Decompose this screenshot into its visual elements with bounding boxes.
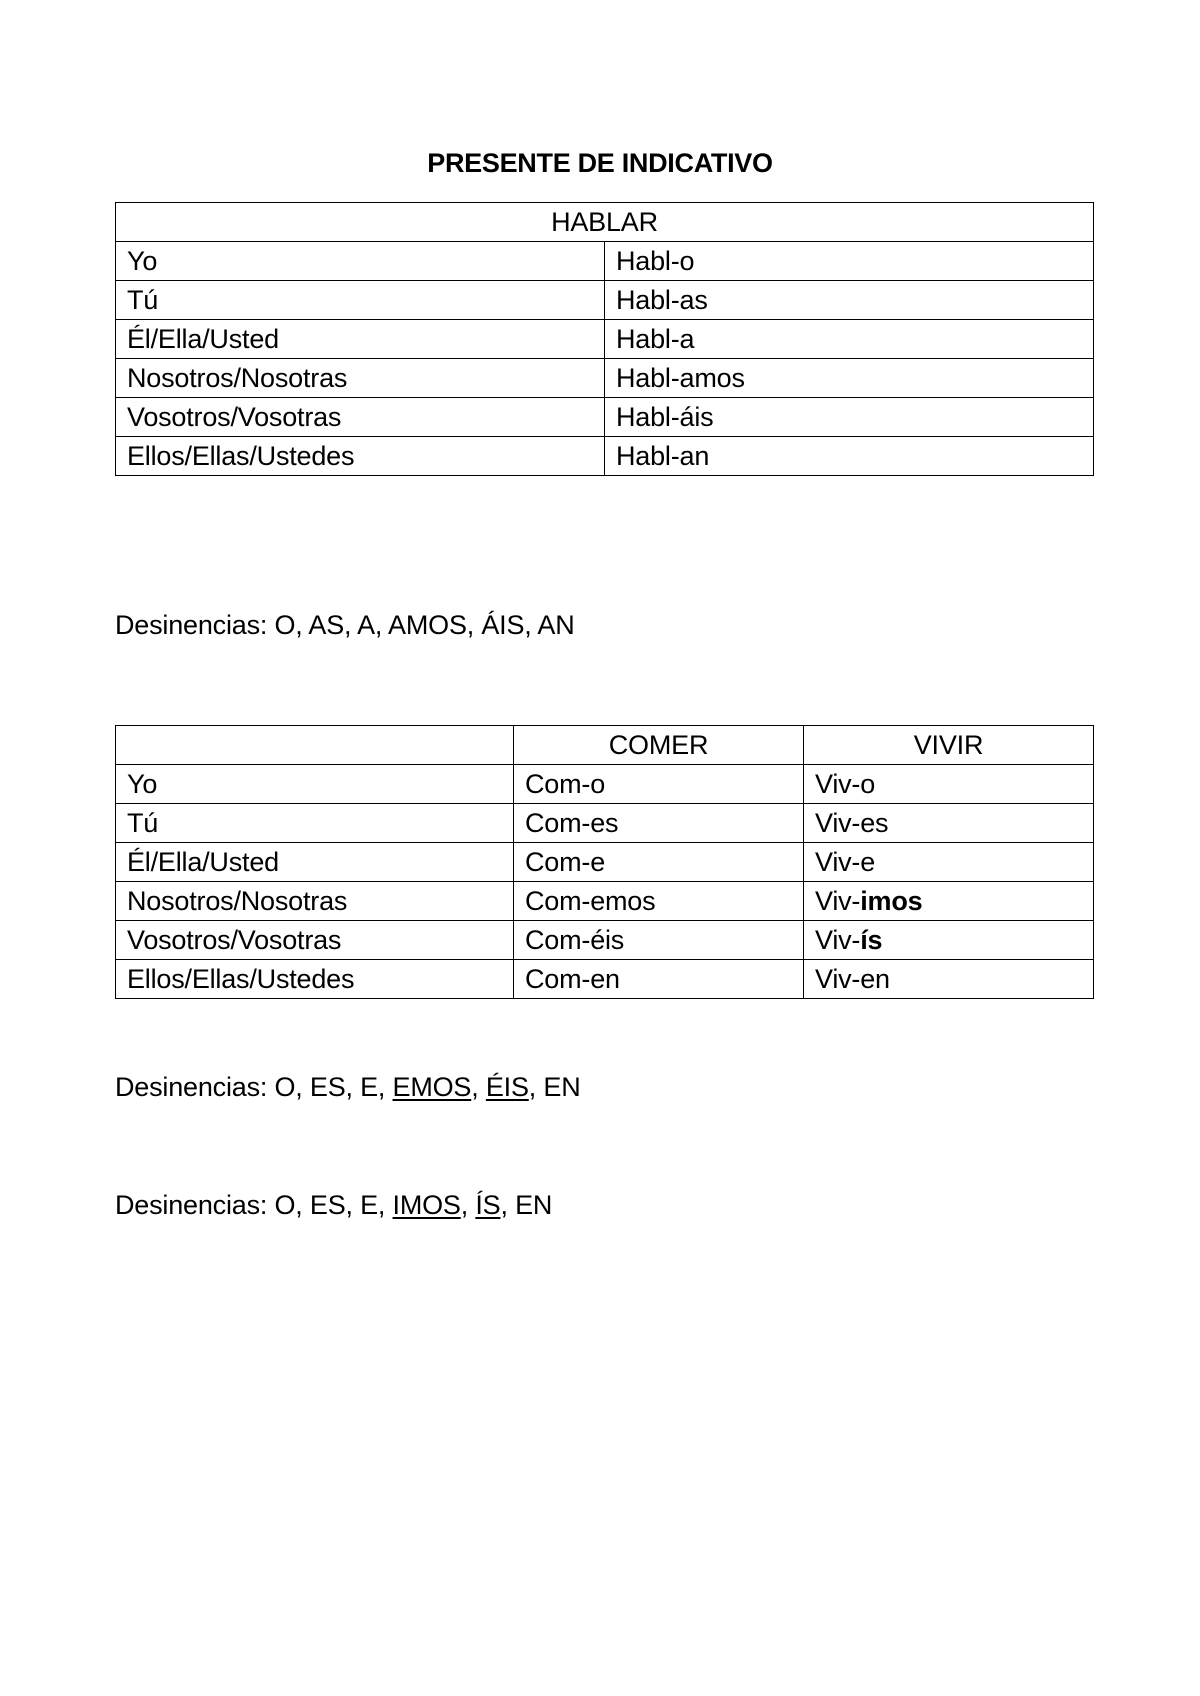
table-row xyxy=(116,281,1094,320)
table-row xyxy=(116,437,1094,476)
comer-header: COMER xyxy=(514,726,804,765)
comer-form-cell: Com-en xyxy=(514,960,804,999)
table-row xyxy=(116,242,1094,281)
table-header-row xyxy=(116,203,1094,242)
underlined-ending: ÉIS xyxy=(485,1072,529,1102)
vivir-ending: es xyxy=(860,807,889,838)
vivir-stem: Viv- xyxy=(815,768,861,799)
comer-form-cell: Com-es xyxy=(514,804,804,843)
pronoun-cell: Tú xyxy=(116,804,514,843)
pronoun-cell: Él/Ella/Usted xyxy=(116,843,514,882)
comer-form-cell: Com-e xyxy=(514,843,804,882)
comer-form-cell: Com-o xyxy=(514,765,804,804)
table-row xyxy=(116,398,1094,437)
pronoun-cell: Nosotros/Nosotras xyxy=(116,359,605,398)
hablar-header: HABLAR xyxy=(116,203,1094,242)
pronoun-cell: Tú xyxy=(116,281,605,320)
pronoun-cell: Él/Ella/Usted xyxy=(116,320,605,359)
pronoun-cell: Yo xyxy=(116,765,514,804)
vivir-ending: e xyxy=(860,846,876,877)
hablar-conjugation-table xyxy=(115,202,1094,476)
pronoun-cell: Ellos/Ellas/Ustedes xyxy=(116,437,605,476)
separator: , xyxy=(460,1190,476,1220)
vivir-stem: Viv- xyxy=(815,963,861,994)
desinencias-ar-paragraph: Desinencias: O, AS, A, AMOS, ÁIS, AN xyxy=(115,610,575,640)
vivir-form-cell xyxy=(804,804,1094,843)
pronoun-cell: Vosotros/Vosotras xyxy=(116,921,514,960)
hablar-form-cell: Habl-a xyxy=(605,320,1094,359)
desinencias-ir-paragraph xyxy=(115,1190,552,1221)
hablar-form-cell: Habl-as xyxy=(605,281,1094,320)
table-row xyxy=(116,960,1094,999)
hablar-form-cell: Habl-o xyxy=(605,242,1094,281)
page-title: PRESENTE DE INDICATIVO xyxy=(427,148,773,178)
desinencias-er-paragraph xyxy=(115,1072,581,1103)
table-row xyxy=(116,921,1094,960)
desinencias-er-prefix: Desinencias: O, ES, E, xyxy=(115,1072,393,1102)
hablar-form-cell: Habl-áis xyxy=(605,398,1094,437)
table-row xyxy=(116,359,1094,398)
vivir-stem: Viv- xyxy=(815,885,861,916)
pronoun-cell: Ellos/Ellas/Ustedes xyxy=(116,960,514,999)
desinencias-ir-prefix: Desinencias: O, ES, E, xyxy=(115,1190,393,1220)
table-header-row xyxy=(116,726,1094,765)
pronoun-cell: Yo xyxy=(116,242,605,281)
pronoun-cell: Nosotros/Nosotras xyxy=(116,882,514,921)
hablar-form-cell: Habl-an xyxy=(605,437,1094,476)
table-row xyxy=(116,882,1094,921)
vivir-ending: en xyxy=(860,963,890,994)
vivir-stem: Viv- xyxy=(815,807,861,838)
vivir-form-cell xyxy=(804,882,1094,921)
desinencias-ir-suffix: , EN xyxy=(500,1190,553,1220)
empty-header-cell xyxy=(116,726,514,765)
vivir-form-cell xyxy=(804,921,1094,960)
separator: , xyxy=(471,1072,486,1102)
vivir-header: VIVIR xyxy=(804,726,1094,765)
vivir-form-cell xyxy=(804,765,1094,804)
comer-vivir-conjugation-table xyxy=(115,725,1094,999)
table-row xyxy=(116,804,1094,843)
vivir-stem: Viv- xyxy=(815,846,861,877)
underlined-ending: EMOS xyxy=(392,1072,472,1102)
table-row xyxy=(116,320,1094,359)
comer-form-cell: Com-emos xyxy=(514,882,804,921)
vivir-ending-bold: imos xyxy=(860,885,923,916)
underlined-ending: ÍS xyxy=(475,1190,501,1220)
hablar-form-cell: Habl-amos xyxy=(605,359,1094,398)
comer-form-cell: Com-éis xyxy=(514,921,804,960)
desinencias-er-suffix: , EN xyxy=(528,1072,581,1102)
table-row xyxy=(116,843,1094,882)
underlined-ending: IMOS xyxy=(392,1190,461,1220)
vivir-form-cell xyxy=(804,960,1094,999)
vivir-ending-bold: ís xyxy=(860,924,883,955)
table-row xyxy=(116,765,1094,804)
vivir-form-cell xyxy=(804,843,1094,882)
pronoun-cell: Vosotros/Vosotras xyxy=(116,398,605,437)
vivir-ending: o xyxy=(860,768,876,799)
vivir-stem: Viv- xyxy=(815,924,861,955)
